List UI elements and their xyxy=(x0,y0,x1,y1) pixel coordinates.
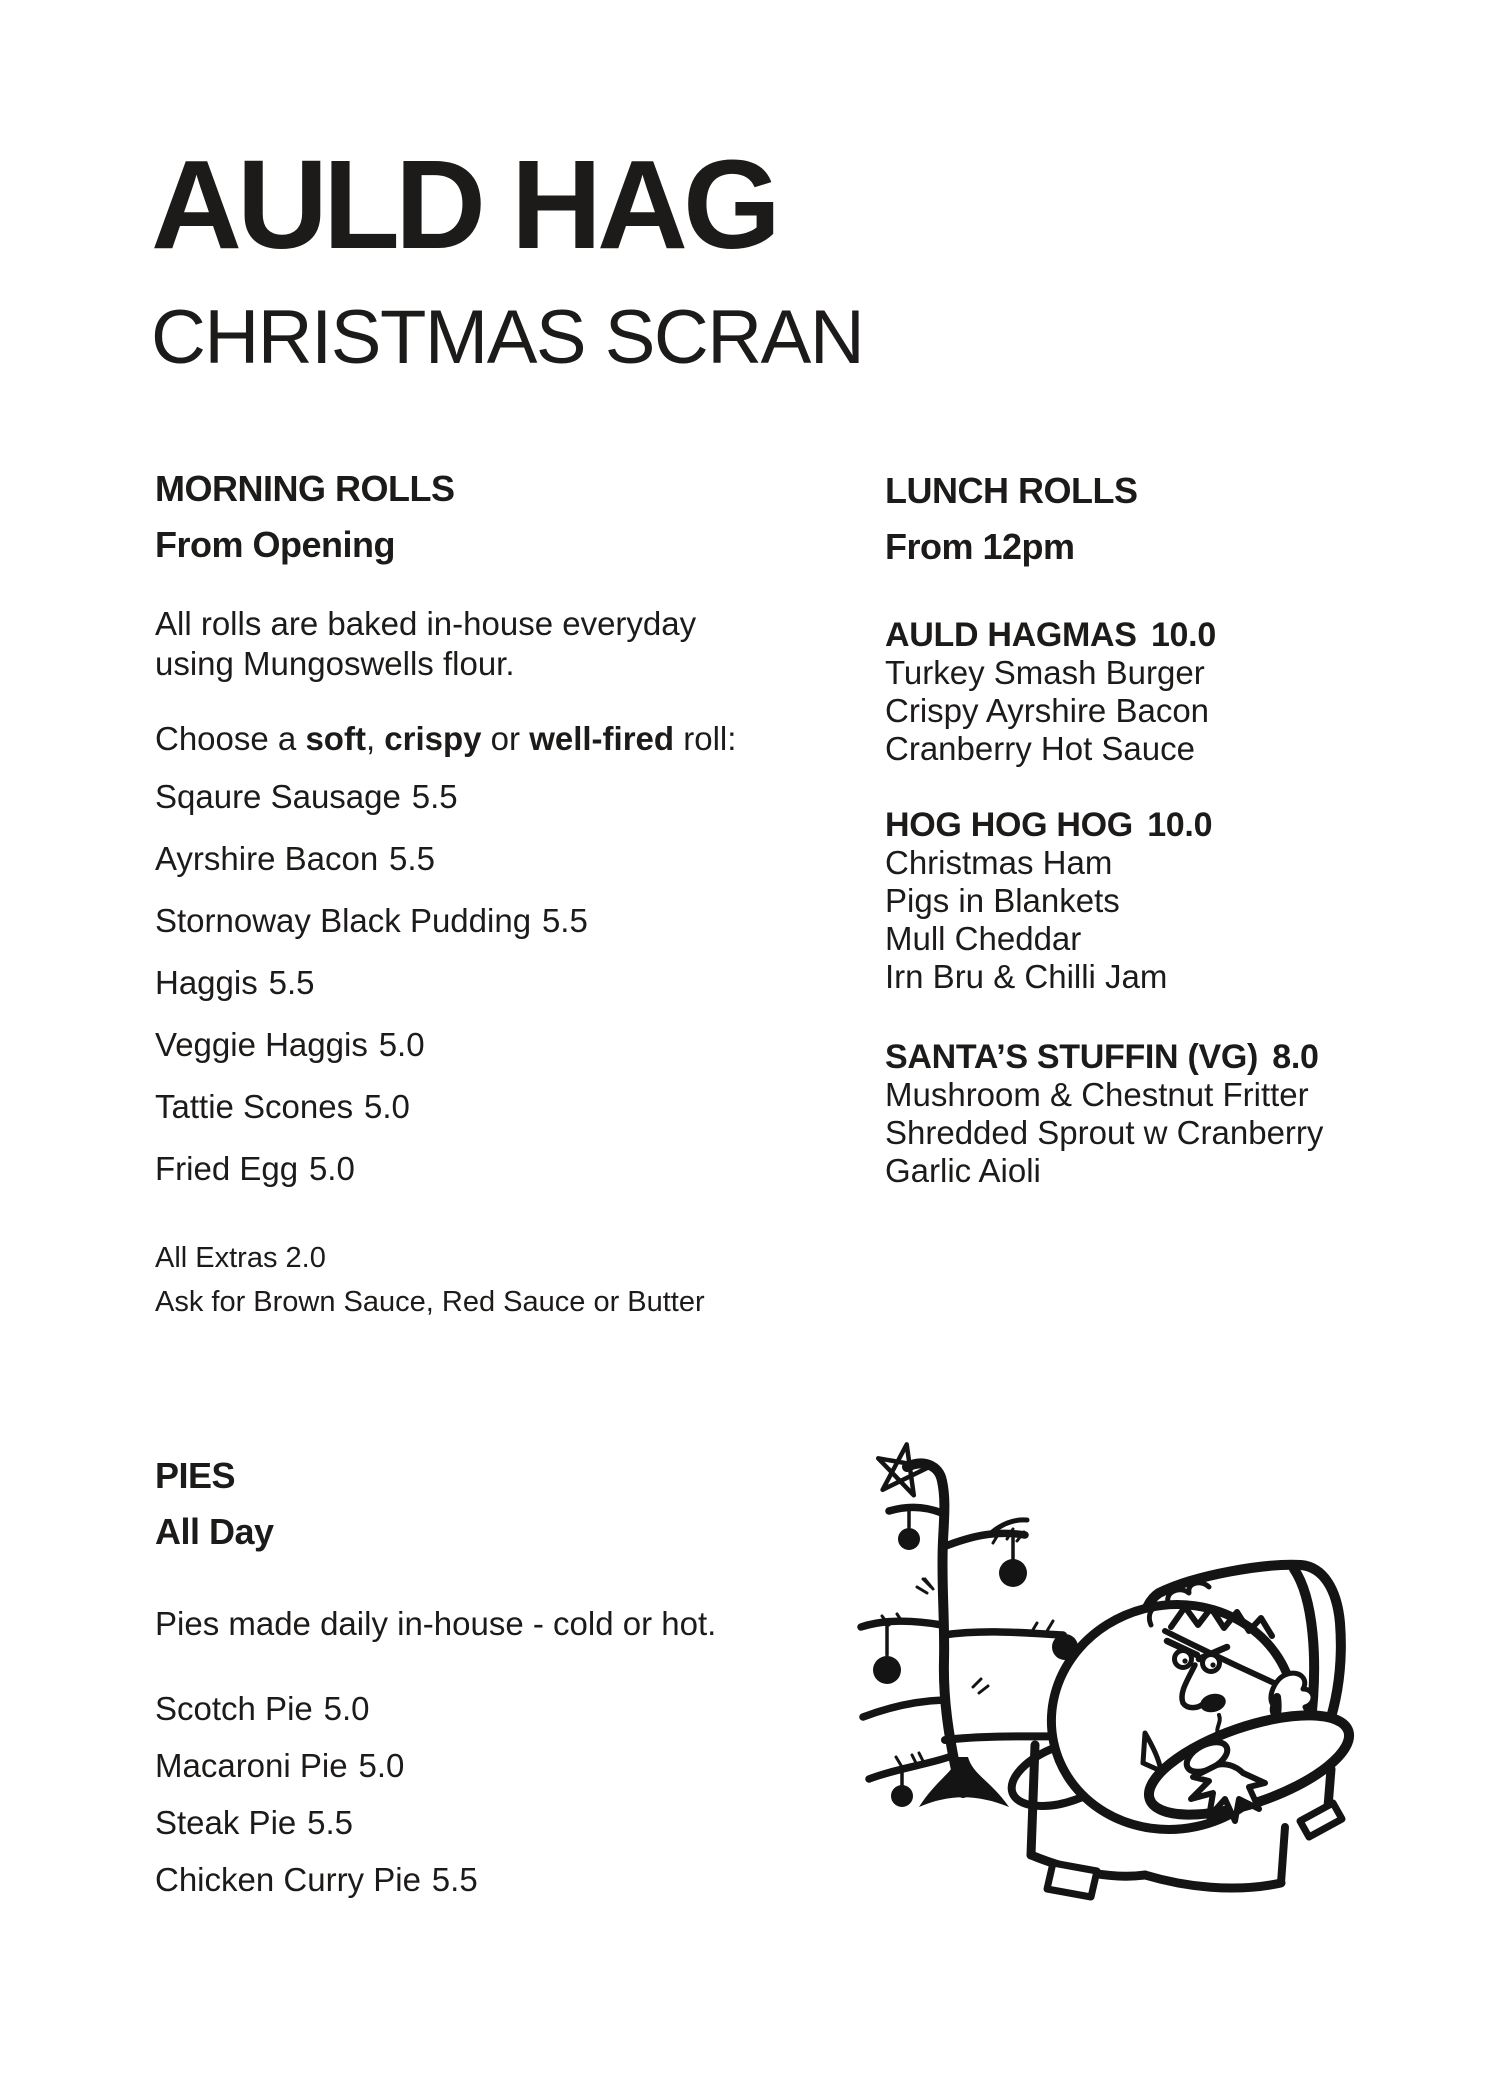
menu-header xyxy=(151,134,864,380)
morning-rolls-notes xyxy=(155,1236,705,1324)
ingredient-line: Pigs in Blankets xyxy=(885,882,1120,919)
item-name: AULD HAGMAS xyxy=(885,616,1137,654)
lunch-item-heading xyxy=(885,618,1216,652)
item-price: 5.0 xyxy=(358,1747,405,1784)
item-name: Chicken Curry Pie xyxy=(155,1861,421,1898)
item-name: Tattie Scones xyxy=(155,1088,354,1125)
lunch-item xyxy=(885,1040,1323,1190)
menu-item xyxy=(155,766,588,828)
choose-segment-bold: crispy xyxy=(384,720,482,757)
item-price: 5.0 xyxy=(308,1150,355,1187)
item-price: 5.5 xyxy=(268,964,315,1001)
item-name: SANTA’S STUFFIN (VG) xyxy=(885,1038,1259,1076)
item-price: 5.5 xyxy=(389,840,435,877)
lunch-item xyxy=(885,808,1212,996)
section-subtitle: All Day xyxy=(155,1511,274,1552)
menu-item xyxy=(155,1680,478,1737)
menu-item xyxy=(155,1794,478,1851)
extras-note: All Extras 2.0 xyxy=(155,1242,326,1274)
section-morning-rolls-heading xyxy=(155,461,454,573)
item-name: Fried Egg xyxy=(155,1150,299,1187)
item-name: Ayrshire Bacon xyxy=(155,840,379,877)
menu-item xyxy=(155,828,588,890)
item-name: Haggis xyxy=(155,964,258,1001)
page-title: AULD HAG xyxy=(151,134,776,275)
item-name: HOG HOG HOG xyxy=(885,806,1133,844)
item-price: 10.0 xyxy=(1150,616,1216,654)
section-subtitle: From Opening xyxy=(155,524,395,565)
section-title: LUNCH ROLLS xyxy=(885,470,1138,511)
ingredient-line: Garlic Aioli xyxy=(885,1152,1041,1189)
choose-segment: roll: xyxy=(674,720,737,757)
item-price: 5.5 xyxy=(411,778,458,815)
item-price: 5.0 xyxy=(364,1088,410,1125)
ingredient-line: Shredded Sprout w Cranberry xyxy=(885,1114,1324,1151)
menu-item xyxy=(155,1076,588,1138)
item-name: Stornoway Black Pudding xyxy=(155,902,532,939)
item-price: 10.0 xyxy=(1147,806,1213,844)
menu-item xyxy=(155,1737,478,1794)
ingredient-line: Irn Bru & Chilli Jam xyxy=(885,958,1168,995)
choose-roll-line xyxy=(155,719,736,759)
item-price: 5.5 xyxy=(431,1861,478,1898)
menu-item xyxy=(155,1138,588,1200)
tree-and-armchair-illustration xyxy=(845,1435,1365,1965)
choose-segment-bold: well-fired xyxy=(529,720,675,757)
menu-item xyxy=(155,890,588,952)
item-price: 5.5 xyxy=(307,1804,353,1841)
choose-segment-bold: soft xyxy=(305,720,366,757)
section-subtitle: From 12pm xyxy=(885,526,1075,567)
morning-rolls-list xyxy=(155,766,588,1200)
section-lunch-rolls-heading xyxy=(885,463,1137,575)
pies-intro: Pies made daily in-house - cold or hot. xyxy=(155,1605,717,1642)
ingredient-line: Mushroom & Chestnut Fritter xyxy=(885,1076,1309,1113)
menu-item xyxy=(155,1014,588,1076)
section-title: PIES xyxy=(155,1455,236,1496)
morning-rolls-intro: All rolls are baked in-house everyday using Mungoswells flour. xyxy=(155,605,697,682)
item-price: 8.0 xyxy=(1272,1038,1319,1076)
ingredient-line: Christmas Ham xyxy=(885,844,1113,881)
sauces-note: Ask for Brown Sauce, Red Sauce or Butter xyxy=(155,1286,705,1318)
chair-foot xyxy=(1300,1803,1342,1837)
lunch-item-heading xyxy=(885,1040,1323,1074)
bauble xyxy=(999,1559,1027,1587)
ingredient-line: Cranberry Hot Sauce xyxy=(885,730,1195,767)
item-name: Scotch Pie xyxy=(155,1690,313,1727)
page-subtitle: CHRISTMAS SCRAN xyxy=(151,295,864,380)
item-name: Macaroni Pie xyxy=(155,1747,348,1784)
choose-segment: , xyxy=(365,720,385,757)
item-price: 5.5 xyxy=(541,902,588,939)
menu-item xyxy=(155,952,588,1014)
choose-segment: or xyxy=(481,720,530,757)
bauble xyxy=(891,1785,913,1807)
item-price: 5.0 xyxy=(378,1026,425,1063)
item-name: Steak Pie xyxy=(155,1804,297,1841)
chair-foot xyxy=(1047,1863,1097,1897)
item-name: Sqaure Sausage xyxy=(155,778,401,815)
ingredient-line: Mull Cheddar xyxy=(885,920,1082,957)
menu-item xyxy=(155,1851,478,1908)
lunch-item-heading xyxy=(885,808,1212,842)
pies-list xyxy=(155,1680,478,1908)
section-pies-heading xyxy=(155,1448,274,1560)
lunch-item xyxy=(885,618,1216,768)
bauble xyxy=(898,1528,920,1550)
section-title: MORNING ROLLS xyxy=(155,468,455,509)
ingredient-line: Turkey Smash Burger xyxy=(885,654,1205,691)
ingredient-line: Crispy Ayrshire Bacon xyxy=(885,692,1210,729)
item-name: Veggie Haggis xyxy=(155,1026,368,1063)
choose-segment: Choose a xyxy=(155,720,306,757)
bauble xyxy=(873,1656,901,1684)
item-price: 5.0 xyxy=(323,1690,370,1727)
